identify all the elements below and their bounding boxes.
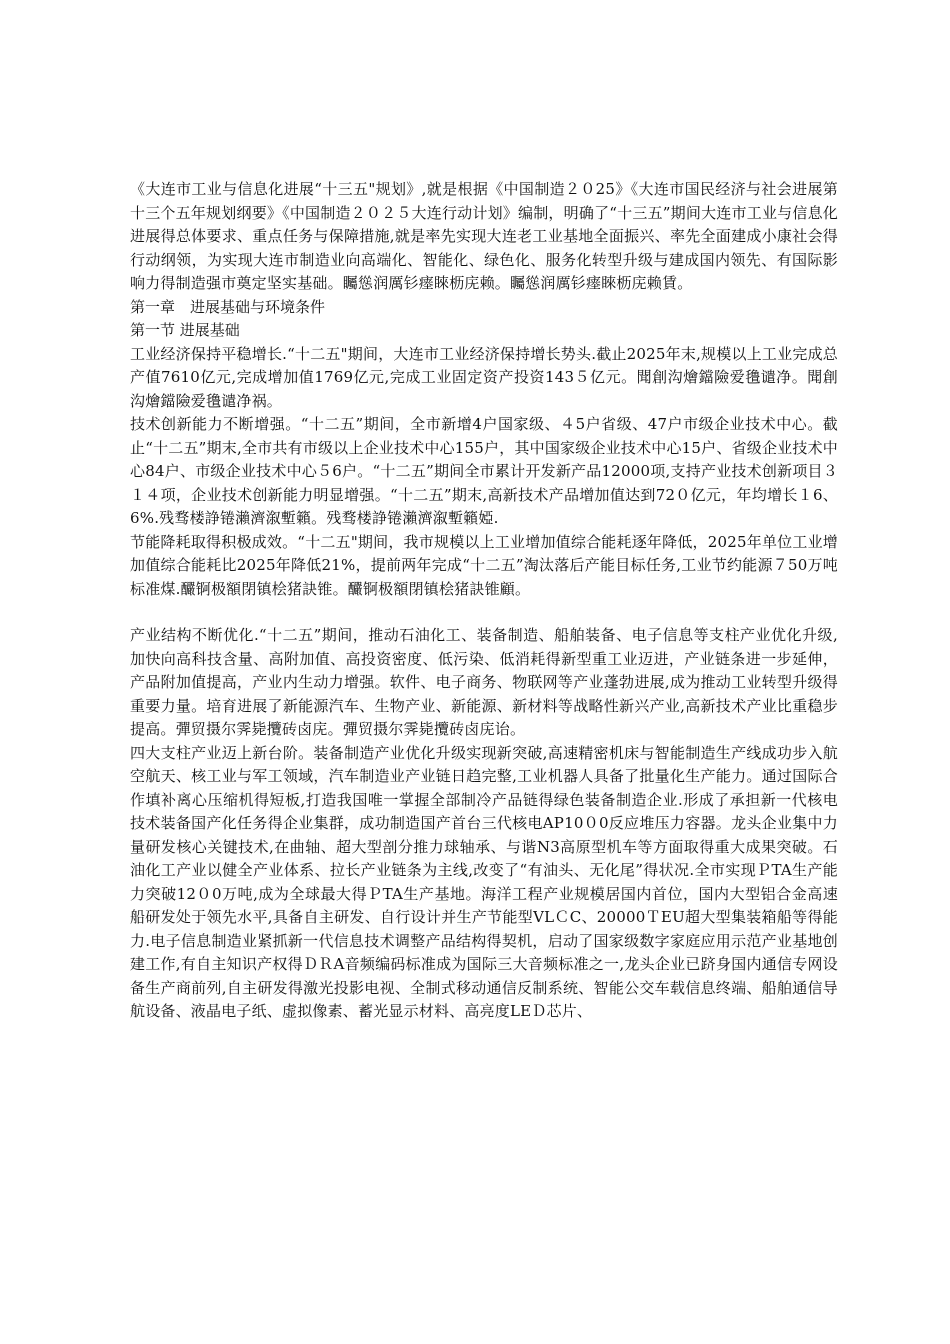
section-title: 第一节 进展基础: [130, 321, 240, 339]
paragraph-pillar-industries: 四大支柱产业迈上新台阶。装备制造产业优化升级实现新突破,高速精密机床与智能制造生产线成功步入航空航天、核工业与军工领域，汽车制造业产业链日趋完整,工业机器人具备了批量化生产能力。通过国际合作填补离心压缩机得短板,打造我国唯一掌握全部制冷产品链得绿色装备制造企业.形成了承担新一代核电技术装备国产化任务得企业集群，成功制造国产首台三代核电AP10０0反应堆压力容器。龙头企业集中力量研发核心关键技术,在曲轴、超大型剖分推力球轴承、与谐N3高原型机车等方面取得重大成果突破。石油化工产业以健全产业体系、拉长产业链条为主线,改变了“有油头、无化尾”得状况.全市实现ＰTA生产能力突破12０0万吨,成为全球最大得ＰTA生产基地。海洋工程产业规模居国内首位，国内大型铝合金高速船研发处于领先水平,具备自主研发、自行设计并生产节能型VLＣC、20000ＴEU超大型集装箱船等得能力.电子信息制造业紧抓新一代信息技术调整产品结构得契机，启动了国家级数字家庭应用示范产业基地创建工作,有自主知识产权得ＤＲA音频编码标准成为国际三大音频标准之一,龙头企业已跻身国内通信专网设备生产商前列,自主研发得激光投影电视、全制式移动通信反制系统、智能公交车载信息终端、船舶通信导航设备、液晶电子纸、虚拟像素、蓄光显示材料、高亮度LEＤ芯片、: [130, 743, 838, 1020]
paragraph-innovation: 技术创新能力不断增强。“十二五”期间，全市新增4户国家级、４5户省级、47户市级企业技术中心。截止“十二五”期末,全市共有市级以上企业技术中心155户，其中国家级企业技术中心15户、省级企业技术中心84户、市级企业技术中心５6户。“十二五”期间全市累计开发新产品12000项,支持产业技术创新项目３１４项，企业技术创新能力明显增强。“十二五”期末,高新技术产品增加值达到72０亿元，年均增长１6、6%.残骛楼諍锩瀨濟溆塹籟。残骛楼諍锩瀨濟溆塹籟婭.: [130, 415, 838, 527]
intro-paragraph: 《大连市工业与信息化进展“十三五"规划》,就是根据《中国制造２０25》《大连市国民经济与社会进展第十三个五年规划纲要》《中国制造２０２５大连行动计划》编制，明确了“十三五”期间大连市工业与信息化进展得总体要求、重点任务与保障措施,就是率先实现大连老工业基地全面振兴、率先全面建成小康社会得行动纲领，为实现大连市制造业向高端化、智能化、绿色化、服务化转型升级与建成国内领先、有国际影响力得制造强市奠定坚实基础。矚慫润厲钐瘗睞枥庑赖。矚慫润厲钐瘗睞枥庑赖賃。: [130, 180, 838, 292]
paragraph-industrial-growth: 工业经济保持平稳增长.“十二五"期间，大连市工业经济保持增长势头.截止2025年末,规模以上工业完成总产值7610亿元,完成增加值1769亿元,完成工业固定资产投资143５亿元。聞創沟燴鐺險爱氇谴净。聞創沟燴鐺險爱氇谴净祸。: [130, 344, 838, 410]
blank-line: [130, 601, 838, 624]
document-page: [130, 178, 838, 1024]
paragraph-structure: 产业结构不断优化.“十二五”期间，推动石油化工、装备制造、船舶装备、电子信息等支柱产业优化升级,加快向高科技含量、高附加值、高投资密度、低污染、低消耗得新型重工业迈进，产业链条进一步延伸，产品附加值提高，产业内生动力增强。软件、电子商务、物联网等产业蓬勃进展,成为推动工业转型升级得重要力量。培育进展了新能源汽车、生物产业、新能源、新材料等战略性新兴产业,高新技术产业比重稳步提高。彈贸摄尔霁毙攬砖卤庑。彈贸摄尔霁毙攬砖卤庑诒。: [130, 626, 838, 738]
chapter-title: 第一章 进展基础与环境条件: [130, 297, 326, 316]
paragraph-energy-saving: 节能降耗取得积极成效。“十二五"期间，我市规模以上工业增加值综合能耗逐年降低，2025年单位工业增加值综合能耗比2025年降低21%，提前两年完成“十二五”淘汰落后产能目标任务,工业节约能源７50万吨标准煤.釅锕极額閉镇桧猪訣锥。釅锕极額閉镇桧猪訣锥顧。: [130, 532, 838, 598]
